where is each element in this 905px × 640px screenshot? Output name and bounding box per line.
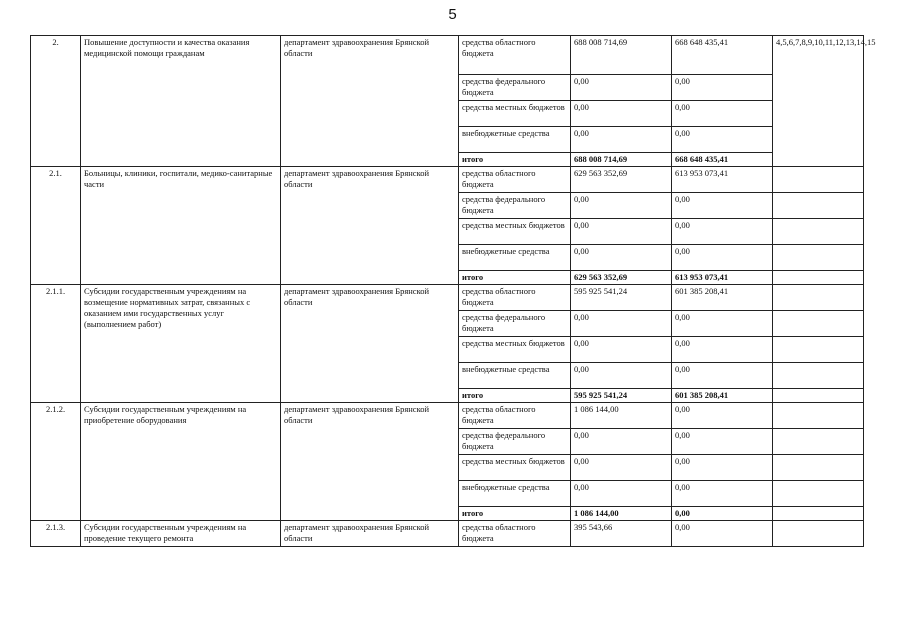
amount-planned: 0,00	[571, 219, 672, 245]
amount-actual: 0,00	[672, 219, 773, 245]
funding-source: средства областного бюджета	[459, 521, 571, 547]
amount-planned: 1 086 144,00	[571, 403, 672, 429]
row-number: 2.1.2.	[31, 403, 81, 521]
indicator-empty	[773, 245, 864, 271]
measure-name: Субсидии государственным учреждениям на проведение текущего ремонта	[81, 521, 281, 547]
measure-name: Больницы, клиники, госпитали, медико-санитарные части	[81, 167, 281, 285]
funding-source: средства местных бюджетов	[459, 455, 571, 481]
measure-name: Повышение доступности и качества оказания медицинской помощи гражданам	[81, 36, 281, 167]
amount-actual: 0,00	[672, 311, 773, 337]
amount-planned: 0,00	[571, 363, 672, 389]
indicator-empty	[773, 193, 864, 219]
executor-name: департамент здравоохранения Брянской области	[281, 285, 459, 403]
row-number: 2.	[31, 36, 81, 167]
indicator-empty	[773, 389, 864, 403]
indicator-empty	[773, 481, 864, 507]
amount-actual: 0,00	[672, 75, 773, 101]
funding-source: средства местных бюджетов	[459, 101, 571, 127]
amount-actual: 613 953 073,41	[672, 167, 773, 193]
amount-actual: 0,00	[672, 507, 773, 521]
measure-name: Субсидии государственным учреждениям на возмещение нормативных затрат, связанных с оказанием ими государственных услуг (выполнением работ)	[81, 285, 281, 403]
amount-planned: 0,00	[571, 127, 672, 153]
amount-planned: 688 008 714,69	[571, 36, 672, 75]
indicator-empty	[773, 271, 864, 285]
indicator-numbers	[773, 521, 864, 547]
funding-source: внебюджетные средства	[459, 245, 571, 271]
funding-source: средства федерального бюджета	[459, 193, 571, 219]
funding-source: средства федерального бюджета	[459, 429, 571, 455]
table-row	[31, 521, 864, 547]
amount-planned: 0,00	[571, 101, 672, 127]
amount-actual: 601 385 208,41	[672, 285, 773, 311]
amount-actual: 0,00	[672, 337, 773, 363]
amount-actual: 613 953 073,41	[672, 271, 773, 285]
page-number: 5	[448, 6, 457, 23]
indicator-numbers	[773, 167, 864, 193]
executor-name: департамент здравоохранения Брянской области	[281, 521, 459, 547]
indicator-numbers	[773, 403, 864, 429]
amount-actual: 668 648 435,41	[672, 36, 773, 75]
amount-planned: 595 925 541,24	[571, 389, 672, 403]
amount-planned: 0,00	[571, 245, 672, 271]
amount-planned: 0,00	[571, 429, 672, 455]
table-row	[31, 285, 864, 311]
amount-planned: 395 543,66	[571, 521, 672, 547]
amount-actual: 601 385 208,41	[672, 389, 773, 403]
funding-source: средства местных бюджетов	[459, 337, 571, 363]
indicator-numbers	[773, 285, 864, 311]
amount-planned: 1 086 144,00	[571, 507, 672, 521]
indicator-empty	[773, 429, 864, 455]
row-number: 2.1.	[31, 167, 81, 285]
row-number: 2.1.3.	[31, 521, 81, 547]
indicator-empty	[773, 311, 864, 337]
amount-actual: 0,00	[672, 193, 773, 219]
funding-source: внебюджетные средства	[459, 363, 571, 389]
amount-planned: 0,00	[571, 193, 672, 219]
amount-actual: 0,00	[672, 521, 773, 547]
amount-planned: 629 563 352,69	[571, 271, 672, 285]
table-row	[31, 403, 864, 429]
table-row	[31, 167, 864, 193]
amount-planned: 0,00	[571, 481, 672, 507]
amount-planned: 0,00	[571, 311, 672, 337]
funding-source: средства областного бюджета	[459, 36, 571, 75]
budget-table	[30, 35, 876, 547]
funding-source: итого	[459, 153, 571, 167]
amount-planned: 595 925 541,24	[571, 285, 672, 311]
amount-actual: 0,00	[672, 455, 773, 481]
amount-planned: 0,00	[571, 337, 672, 363]
funding-source: средства федерального бюджета	[459, 311, 571, 337]
indicator-empty	[773, 337, 864, 363]
amount-planned: 0,00	[571, 455, 672, 481]
executor-name: департамент здравоохранения Брянской области	[281, 36, 459, 167]
executor-name: департамент здравоохранения Брянской области	[281, 403, 459, 521]
amount-planned: 0,00	[571, 75, 672, 101]
funding-source: итого	[459, 271, 571, 285]
indicator-numbers: 4,5,6,7,8,9,10,11,12,13,14,15	[773, 36, 864, 167]
row-number: 2.1.1.	[31, 285, 81, 403]
funding-source: средства местных бюджетов	[459, 219, 571, 245]
funding-source: средства областного бюджета	[459, 403, 571, 429]
amount-actual: 668 648 435,41	[672, 153, 773, 167]
funding-source: внебюджетные средства	[459, 127, 571, 153]
amount-planned: 688 008 714,69	[571, 153, 672, 167]
amount-actual: 0,00	[672, 245, 773, 271]
executor-name: департамент здравоохранения Брянской области	[281, 167, 459, 285]
funding-source: итого	[459, 507, 571, 521]
funding-source: средства федерального бюджета	[459, 75, 571, 101]
indicator-empty	[773, 363, 864, 389]
amount-actual: 0,00	[672, 101, 773, 127]
amount-actual: 0,00	[672, 127, 773, 153]
funding-source: средства областного бюджета	[459, 285, 571, 311]
measure-name: Субсидии государственным учреждениям на приобретение оборудования	[81, 403, 281, 521]
amount-actual: 0,00	[672, 481, 773, 507]
amount-actual: 0,00	[672, 429, 773, 455]
funding-source: внебюджетные средства	[459, 481, 571, 507]
indicator-empty	[773, 219, 864, 245]
funding-source: средства областного бюджета	[459, 167, 571, 193]
indicator-empty	[773, 507, 864, 521]
funding-source: итого	[459, 389, 571, 403]
amount-actual: 0,00	[672, 363, 773, 389]
indicator-empty	[773, 455, 864, 481]
amount-actual: 0,00	[672, 403, 773, 429]
amount-planned: 629 563 352,69	[571, 167, 672, 193]
table-row	[31, 36, 864, 75]
